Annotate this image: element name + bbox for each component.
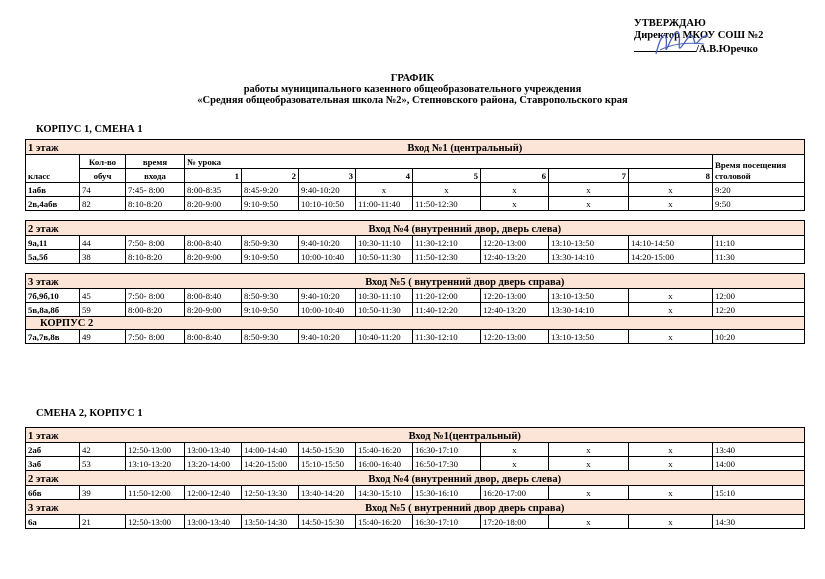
canteen-time-cell: 15:10 (713, 486, 805, 500)
lesson-6-cell: х (481, 183, 549, 197)
document-title: ГРАФИК (390, 73, 435, 84)
header-count-2: обуч (80, 169, 126, 183)
header-canteen-line2: столовой (715, 171, 751, 181)
count-cell: 53 (80, 457, 126, 471)
korpus2-rows (26, 330, 805, 344)
lesson-1-cell: 13:00-13:40 (185, 443, 242, 457)
header-lesson-no: № урока (185, 155, 713, 169)
lesson-5-cell: 16:30-17:10 (413, 443, 481, 457)
korpus2-label: КОРПУС 2 (26, 317, 805, 330)
header-lesson-2: 2 (242, 169, 299, 183)
floor-row (26, 500, 805, 515)
lesson-6-cell: 17:20-18:00 (481, 515, 549, 529)
lesson-5-cell: 11:30-12:10 (413, 236, 481, 250)
lesson-6-cell: 12:20-13:00 (481, 330, 549, 344)
lesson-3-cell: 14:50-15:30 (299, 443, 356, 457)
class-cell: 5а,5б (26, 250, 80, 264)
lesson-3-cell: 10:00-10:40 (299, 250, 356, 264)
canteen-time-cell: 14:30 (713, 515, 805, 529)
count-cell: 21 (80, 515, 126, 529)
header-row-2 (26, 169, 805, 183)
lesson-8-cell: х (629, 457, 713, 471)
lesson-4-cell: 11:00-11:40 (356, 197, 413, 211)
class-cell: 1абв (26, 183, 80, 197)
entrance-label: Вход №4 (внутренний двор, дверь слева) (126, 221, 805, 236)
document-subtitle: работы муниципального казенного общеобразовательного учреждения (243, 84, 582, 95)
entry-time-cell: 11:50-12:00 (126, 486, 185, 500)
lesson-1-cell: 13:20-14:00 (185, 457, 242, 471)
canteen-time-cell: 11:10 (713, 236, 805, 250)
lesson-7-cell: 13:10-13:50 (549, 236, 629, 250)
lesson-4-cell: х (356, 183, 413, 197)
entrance-label: Вход №5 ( внутренний двор дверь справа) (126, 274, 805, 289)
entry-time-cell: 12:50-13:00 (126, 443, 185, 457)
lesson-5-cell: 15:30-16:10 (413, 486, 481, 500)
header-canteen (713, 155, 805, 183)
lesson-7-cell: 13:30-14:10 (549, 303, 629, 317)
lesson-2-cell: 8:50-9:30 (242, 289, 299, 303)
floor1-rows (26, 443, 805, 471)
approval-block (634, 18, 763, 56)
table-row (26, 486, 805, 500)
entrance-label: Вход №5 ( внутренний двор дверь справа) (126, 500, 805, 515)
entry-time-cell: 7:50- 8:00 (126, 236, 185, 250)
table-row (26, 250, 805, 264)
section-title-shift2: СМЕНА 2, КОРПУС 1 (36, 408, 143, 419)
lesson-8-cell: х (629, 289, 713, 303)
lesson-4-cell: 10:30-11:10 (356, 236, 413, 250)
count-cell: 44 (80, 236, 126, 250)
lesson-3-cell: 14:50-15:30 (299, 515, 356, 529)
floor-row (26, 428, 805, 443)
lesson-4-cell: 10:30-11:10 (356, 289, 413, 303)
floor-row (26, 221, 805, 236)
lesson-2-cell: 9:10-9:50 (242, 250, 299, 264)
lesson-1-cell: 8:20-9:00 (185, 197, 242, 211)
floor-label: 3 этаж (26, 500, 126, 515)
floor-label: 2 этаж (26, 471, 126, 486)
lesson-8-cell: х (629, 486, 713, 500)
lesson-2-cell: 8:45-9:20 (242, 183, 299, 197)
lesson-2-cell: 12:50-13:30 (242, 486, 299, 500)
class-cell: 2в,4абв (26, 197, 80, 211)
lesson-7-cell: х (549, 486, 629, 500)
lesson-1-cell: 8:00-8:40 (185, 289, 242, 303)
floor1-rows (26, 183, 805, 211)
class-cell: 5в,8а,8б (26, 303, 80, 317)
approval-heading: УТВЕРЖДАЮ (634, 18, 706, 29)
lesson-3-cell: 9:40-10:20 (299, 236, 356, 250)
canteen-time-cell: 12:20 (713, 303, 805, 317)
header-count: Кол-во (80, 155, 126, 169)
floor-label: 1 этаж (26, 140, 126, 155)
lesson-4-cell: 10:50-11:30 (356, 250, 413, 264)
lesson-2-cell: 8:50-9:30 (242, 330, 299, 344)
lesson-3-cell: 9:40-10:20 (299, 330, 356, 344)
lesson-1-cell: 8:20-9:00 (185, 250, 242, 264)
header-canteen-line1: Время посещения (715, 160, 787, 170)
floor3-rows (26, 289, 805, 317)
lesson-3-cell: 13:40-14:20 (299, 486, 356, 500)
class-cell: 2аб (26, 443, 80, 457)
lesson-8-cell: х (629, 303, 713, 317)
lesson-5-cell: 16:30-17:10 (413, 515, 481, 529)
floor-label: 1 этаж (26, 428, 126, 443)
lesson-4-cell: 14:30-15:10 (356, 486, 413, 500)
canteen-time-cell: 12:00 (713, 289, 805, 303)
lesson-5-cell: 16:50-17:30 (413, 457, 481, 471)
canteen-time-cell: 9:50 (713, 197, 805, 211)
lesson-3-cell: 9:40-10:20 (299, 289, 356, 303)
canteen-time-cell: 13:40 (713, 443, 805, 457)
entry-time-cell: 7:50- 8:00 (126, 289, 185, 303)
lesson-5-cell: х (413, 183, 481, 197)
lesson-2-cell: 9:10-9:50 (242, 303, 299, 317)
section-title-shift1: КОРПУС 1, СМЕНА 1 (36, 124, 143, 135)
lesson-1-cell: 8:20-9:00 (185, 303, 242, 317)
floor-label: 3 этаж (26, 274, 126, 289)
header-time: время (126, 155, 185, 169)
count-cell: 45 (80, 289, 126, 303)
lesson-6-cell: х (481, 457, 549, 471)
entry-time-cell: 13:10-13:20 (126, 457, 185, 471)
table-row (26, 457, 805, 471)
class-cell: 7б,9б,10 (26, 289, 80, 303)
lesson-7-cell: х (549, 183, 629, 197)
header-lesson-1: 1 (185, 169, 242, 183)
lesson-8-cell: 14:10-14:50 (629, 236, 713, 250)
count-cell: 38 (80, 250, 126, 264)
canteen-time-cell: 10:20 (713, 330, 805, 344)
class-cell: 6бв (26, 486, 80, 500)
lesson-7-cell: х (549, 457, 629, 471)
lesson-6-cell: х (481, 197, 549, 211)
entrance-label: Вход №1(центральный) (126, 428, 805, 443)
entry-time-cell: 8:10-8:20 (126, 197, 185, 211)
lesson-1-cell: 8:00-8:40 (185, 236, 242, 250)
count-cell: 39 (80, 486, 126, 500)
table-row (26, 183, 805, 197)
lesson-5-cell: 11:50-12:30 (413, 197, 481, 211)
lesson-5-cell: 11:40-12:20 (413, 303, 481, 317)
lesson-8-cell: х (629, 330, 713, 344)
header-lesson-4: 4 (356, 169, 413, 183)
canteen-time-cell: 9:20 (713, 183, 805, 197)
entry-time-cell: 8:00-8:20 (126, 303, 185, 317)
lesson-6-cell: 12:40-13:20 (481, 303, 549, 317)
header-row (26, 155, 805, 169)
table-row (26, 443, 805, 457)
count-cell: 42 (80, 443, 126, 457)
header-class: класс (26, 155, 80, 183)
class-cell: 9а,11 (26, 236, 80, 250)
lesson-2-cell: 13:50-14:30 (242, 515, 299, 529)
lesson-4-cell: 10:40-11:20 (356, 330, 413, 344)
lesson-1-cell: 12:00-12:40 (185, 486, 242, 500)
table-row (26, 236, 805, 250)
lesson-8-cell: 14:20-15:00 (629, 250, 713, 264)
approval-signer: /А.В.Юречко (696, 44, 758, 55)
header-lesson-8: 8 (629, 169, 713, 183)
lesson-3-cell: 15:10-15:50 (299, 457, 356, 471)
lesson-7-cell: х (549, 197, 629, 211)
lesson-5-cell: 11:20-12:00 (413, 289, 481, 303)
lesson-2-cell: 9:10-9:50 (242, 197, 299, 211)
header-lesson-6: 6 (481, 169, 549, 183)
header-time-2: входа (126, 169, 185, 183)
count-cell: 74 (80, 183, 126, 197)
floor-row (26, 140, 805, 155)
lesson-2-cell: 8:50-9:30 (242, 236, 299, 250)
approval-position: Директор МКОУ СОШ №2 (634, 30, 764, 41)
spacer (26, 264, 805, 274)
signature-icon (652, 26, 712, 60)
class-cell: 7а,7в,8в (26, 330, 80, 344)
lesson-1-cell: 8:00-8:35 (185, 183, 242, 197)
lesson-7-cell: 13:10-13:50 (549, 330, 629, 344)
table-row (26, 303, 805, 317)
lesson-1-cell: 8:00-8:40 (185, 330, 242, 344)
entry-time-cell: 7:50- 8:00 (126, 330, 185, 344)
lesson-6-cell: 12:40-13:20 (481, 250, 549, 264)
lesson-2-cell: 14:20-15:00 (242, 457, 299, 471)
lesson-5-cell: 11:30-12:10 (413, 330, 481, 344)
lesson-4-cell: 15:40-16:20 (356, 443, 413, 457)
table-row (26, 289, 805, 303)
count-cell: 82 (80, 197, 126, 211)
spacer (26, 211, 805, 221)
entry-time-cell: 8:10-8:20 (126, 250, 185, 264)
lesson-7-cell: х (549, 443, 629, 457)
lesson-3-cell: 9:40-10:20 (299, 183, 356, 197)
schedule-table-shift2 (25, 427, 805, 529)
lesson-8-cell: х (629, 183, 713, 197)
canteen-time-cell: 11:30 (713, 250, 805, 264)
lesson-3-cell: 10:10-10:50 (299, 197, 356, 211)
lesson-4-cell: 10:50-11:30 (356, 303, 413, 317)
floor2-rows (26, 236, 805, 264)
lesson-2-cell: 14:00-14:40 (242, 443, 299, 457)
lesson-6-cell: 12:20-13:00 (481, 236, 549, 250)
lesson-8-cell: х (629, 197, 713, 211)
lesson-6-cell: х (481, 443, 549, 457)
lesson-4-cell: 15:40-16:20 (356, 515, 413, 529)
header-lesson-7: 7 (549, 169, 629, 183)
schedule-table-shift1 (25, 139, 805, 344)
lesson-5-cell: 11:50-12:30 (413, 250, 481, 264)
korpus2-row (26, 317, 805, 330)
floor-row (26, 471, 805, 486)
lesson-6-cell: 16:20-17:00 (481, 486, 549, 500)
lesson-7-cell: 13:10-13:50 (549, 289, 629, 303)
class-cell: 6а (26, 515, 80, 529)
lesson-7-cell: 13:30-14:10 (549, 250, 629, 264)
header-lesson-5: 5 (413, 169, 481, 183)
floor-row (26, 274, 805, 289)
entry-time-cell: 12:50-13:00 (126, 515, 185, 529)
floor-label: 2 этаж (26, 221, 126, 236)
table-row (26, 197, 805, 211)
lesson-6-cell: 12:20-13:00 (481, 289, 549, 303)
canteen-time-cell: 14:00 (713, 457, 805, 471)
entry-time-cell: 7:45- 8:00 (126, 183, 185, 197)
lesson-8-cell: х (629, 443, 713, 457)
floor2-rows (26, 486, 805, 500)
entrance-label: Вход №4 (внутренний двор, дверь слева) (126, 471, 805, 486)
lesson-7-cell: х (549, 515, 629, 529)
lesson-3-cell: 10:00-10:40 (299, 303, 356, 317)
floor3-rows (26, 515, 805, 529)
lesson-8-cell: х (629, 515, 713, 529)
document-school-name: «Средняя общеобразовательная школа №2», Степновского района, Ставропольского края (197, 95, 628, 106)
count-cell: 59 (80, 303, 126, 317)
lesson-1-cell: 13:00-13:40 (185, 515, 242, 529)
spacer-row (26, 264, 805, 274)
header-lesson-3: 3 (299, 169, 356, 183)
table-row (26, 330, 805, 344)
spacer-row (26, 211, 805, 221)
count-cell: 49 (80, 330, 126, 344)
table-row (26, 515, 805, 529)
entrance-label: Вход №1 (центральный) (126, 140, 805, 155)
lesson-4-cell: 16:00-16:40 (356, 457, 413, 471)
class-cell: 3аб (26, 457, 80, 471)
